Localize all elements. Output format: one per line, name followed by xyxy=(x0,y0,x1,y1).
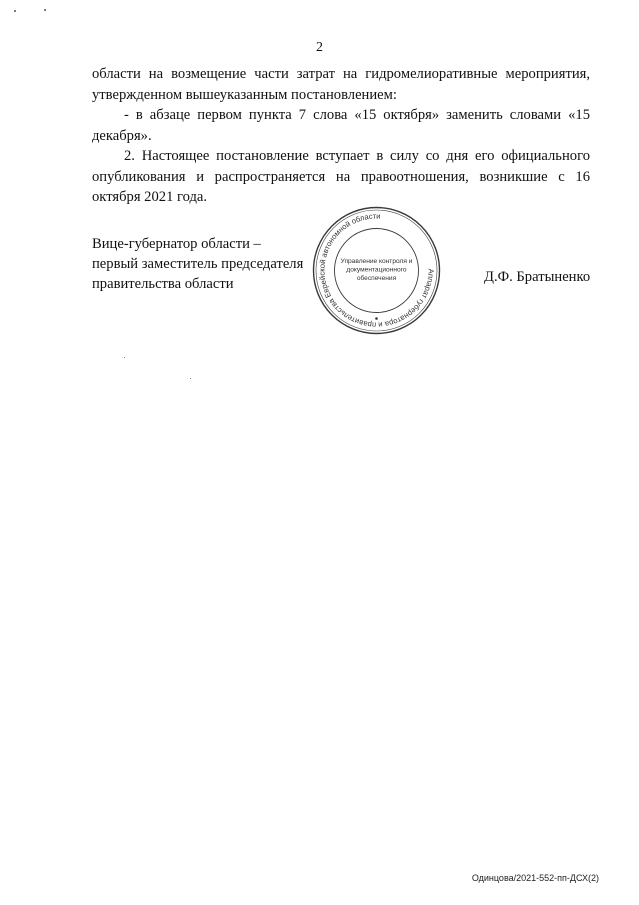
document-body xyxy=(92,64,590,208)
signatory-title-line: правительства области xyxy=(92,276,234,292)
signatory-title xyxy=(92,234,303,294)
official-stamp xyxy=(311,205,442,336)
stamp-center-line: Управление контроля и xyxy=(340,258,413,265)
page-number: 2 xyxy=(316,40,323,55)
stamp-ring-text: Аппарат губернатора и правительства Еврейской автономной области xyxy=(317,211,436,330)
signatory-name: Д.Ф. Братыненко xyxy=(484,269,591,285)
document-reference: Одинцова/2021-552-пп-ДСХ(2) xyxy=(471,873,599,883)
scan-speck xyxy=(190,378,191,379)
scan-speck xyxy=(14,10,16,12)
stamp-center-line: документационного xyxy=(346,266,407,274)
scan-speck xyxy=(44,9,46,11)
paragraph: области на возмещение части затрат на гидромелиоративные мероприятия, утвержденном вышеуказанным постановлением: xyxy=(92,66,590,103)
signatory-title-line: Вице-губернатор области – xyxy=(92,236,261,252)
stamp-dot xyxy=(375,317,378,320)
scan-speck xyxy=(124,357,125,358)
stamp-center-line: обеспечения xyxy=(356,275,397,282)
paragraph: - в абзаце первом пункта 7 слова «15 октября» заменить словами «15 декабря». xyxy=(92,107,590,144)
signatory-title-line: первый заместитель председателя xyxy=(92,256,304,272)
paragraph: 2. Настоящее постановление вступает в силу со дня его официального опубликования и распространяется на правоотношения, возникшие с 16 октября 2021 года. xyxy=(92,148,590,205)
